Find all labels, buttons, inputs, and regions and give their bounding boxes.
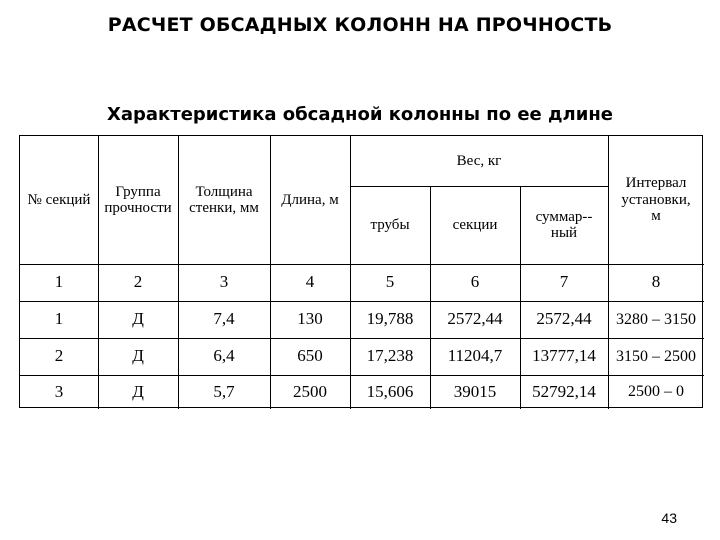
header-strength-group: Группа прочности [104,183,172,216]
table-cell-weight-total: 52792,14 [532,381,596,401]
page-number: 43 [661,510,677,526]
table-cell-wall-thickness: 7,4 [213,309,235,329]
index-cell: 2 [133,272,143,292]
index-cell: 5 [385,272,395,292]
table-cell-weight-section: 11204,7 [447,346,503,366]
casing-table [19,135,703,408]
table-cell-interval: 3280 – 3150 [616,310,696,328]
header-section-no: № секций [27,191,91,208]
index-cell: 8 [651,272,661,292]
index-cell: 6 [470,272,480,292]
header-install-interval: Интервал установки, м [621,175,691,225]
table-cell-weight-total: 2572,44 [536,309,592,329]
table-cell-section-no: 2 [54,346,64,366]
table-cell-weight-pipe: 15,606 [366,381,414,401]
index-cell: 1 [54,272,64,292]
table-cell-section-no: 3 [54,381,64,401]
table-caption: Характеристика обсадной колонны по ее длине [106,104,613,125]
table-cell-weight-section: 2572,44 [447,309,503,329]
header-weight-total: суммар-- ный [535,208,593,241]
header-weight-pipe: трубы [370,216,410,233]
table-cell-length: 2500 [293,381,327,401]
table-cell-length: 650 [297,346,323,366]
index-cell: 7 [559,272,569,292]
table-cell-strength-group: Д [132,309,144,329]
table-cell-section-no: 1 [54,309,64,329]
table-cell-wall-thickness: 6,4 [213,346,235,366]
table-cell-weight-section: 39015 [453,381,497,401]
table-cell-length: 130 [297,309,323,329]
table-cell-weight-total: 13777,14 [532,346,596,366]
table-cell-weight-pipe: 17,238 [366,346,414,366]
page-title: РАСЧЕТ ОБСАДНЫХ КОЛОНН НА ПРОЧНОСТЬ [107,14,613,36]
header-length: Длина, м [281,191,339,208]
table-cell-interval: 2500 – 0 [628,383,684,401]
header-weight: Вес, кг [456,152,502,169]
table-cell-interval: 3150 – 2500 [616,347,696,365]
header-weight-section: секции [452,216,498,233]
index-cell: 3 [219,272,229,292]
header-wall-thickness: Толщина стенки, мм [189,183,259,216]
table-cell-strength-group: Д [132,381,144,401]
table-cell-weight-pipe: 19,788 [366,309,414,329]
table-cell-wall-thickness: 5,7 [213,381,235,401]
table-cell-strength-group: Д [132,346,144,366]
index-cell: 4 [305,272,315,292]
